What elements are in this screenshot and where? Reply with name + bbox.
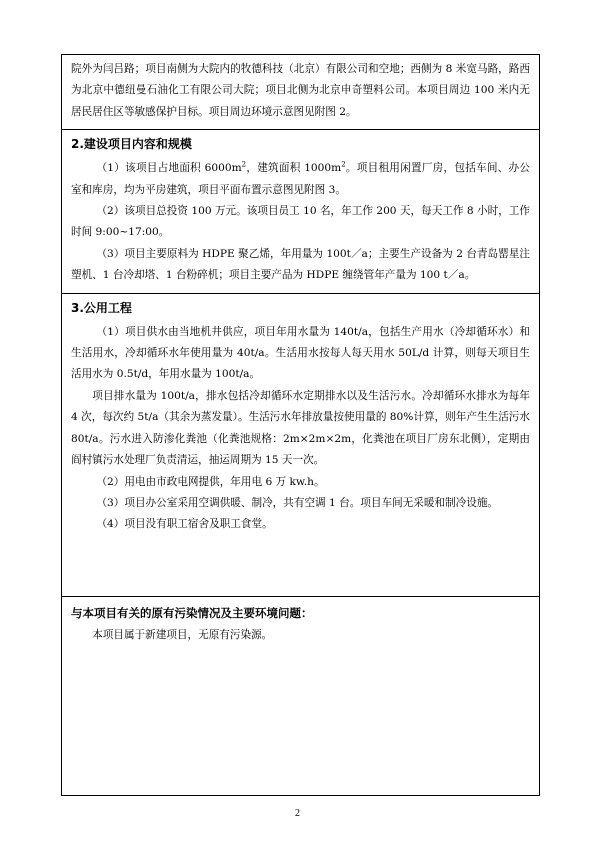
item-land-area-mid: ，建筑面积 1000m [246, 162, 342, 175]
location-paragraph: 院外为闫吕路；项目南侧为大院内的牧德科技（北京）有限公司和空地；西侧为 8 米宽马路，路西为北京中德纽曼石油化工有限公司大院；项目北侧为北京申奇塑料公司。本项目周边 100 米内无居民居住区等敏感保护目标。项目周边环境示意图见附图 2。 [71, 63, 530, 118]
item-land-area-pre: （1）该项目占地面积 6000m [96, 162, 242, 175]
item-land-area [71, 158, 530, 201]
item-investment: （2）该项目总投资 100 万元。该项目员工 10 名，年工作 200 天，每天工作 8 小时，工作时间 9:00~17:00。 [71, 205, 530, 239]
item-land-area-post: 。项目租用闲置厂房，包括车间、办公室和库房，均为平房建筑，项目平面布置示意图见附图 3。 [71, 162, 530, 196]
sup-unit: 2 [341, 160, 346, 169]
item-materials: （3）项目主要原料为 HDPE 聚乙烯，年用量为 100t／a；主要生产设备为 2 台青岛罂星注塑机、1 台冷却塔、1 台粉碎机；项目主要产品为 HDPE 缠绕管年产量为 100 t／a。 [71, 247, 530, 282]
page-number: 2 [295, 808, 300, 819]
content-table [61, 54, 540, 796]
item-drainage: 项目排水量为 100t/a，排水包括冷却循环水定期排水以及生活污水。冷却循环水排水为每年 4 次，每次约 5t/a（其余为蒸发量）。生活污水年排放量按使用量的 80%计算，则年产生生活污水 80t/a。污水进入防渗化粪池（化粪池规格：2m×2m×2m，化粪池在项目厂房东北侧），定期由阎村镇污水处理厂负责清运，抽运周期为 15 天一次。 [71, 389, 530, 467]
existing-pollution-cell [62, 597, 539, 795]
item-hvac: （3）项目办公室采用空调供暖、制冷，共有空调 1 台。项目车间无采暖和制冷设施。 [96, 496, 499, 509]
issues-text: 本项目属于新建项目，无原有污染源。 [92, 629, 273, 641]
project-overview-cell [62, 55, 539, 597]
issues-heading: 与本项目有关的原有污染情况及主要环境问题： [71, 606, 313, 620]
item-dormitory: （4）项目没有职工宿舍及职工食堂。 [96, 518, 273, 531]
item-electricity: （2）用电由市政电网提供，年用电 6 万 kw.h。 [96, 475, 325, 488]
item-water-supply: （1）项目供水由当地机井供应，项目年用水量为 140t/a，包括生产用水（冷却循环水）和生活用水，冷却循环水年使用量为 40t/a。生活用水按每人每天用水 50L/d 计算，则每天项目生活用水为 0.5t/d，年用水量为 100t/a。 [71, 325, 530, 381]
section-title-construction: 2.建设项目内容和规模 [71, 137, 192, 152]
section-title-utilities: 3.公用工程 [71, 300, 132, 315]
sup-unit: 2 [241, 160, 247, 169]
